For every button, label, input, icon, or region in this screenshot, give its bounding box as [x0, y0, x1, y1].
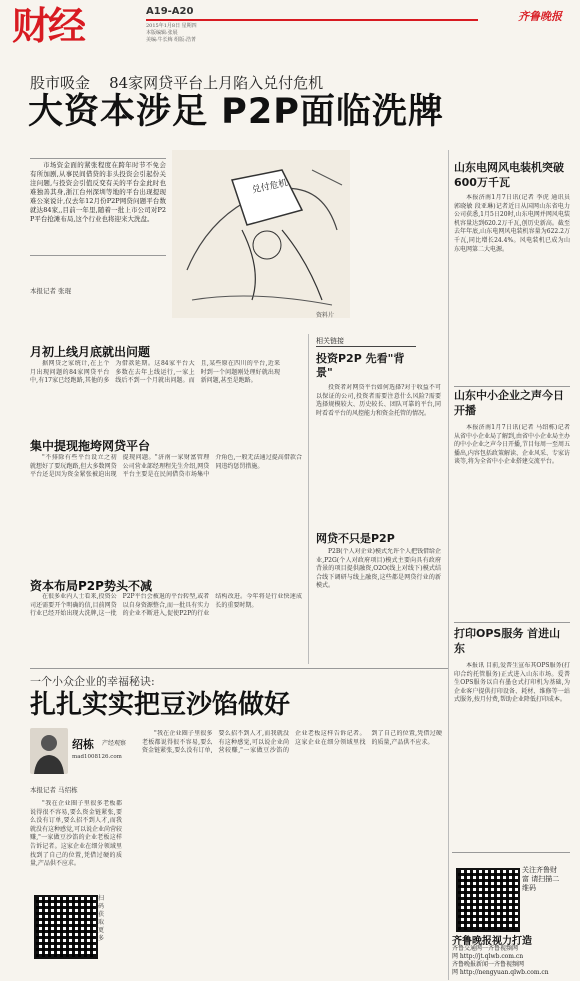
- lead-reporter: 本报记者 张琨: [30, 287, 72, 295]
- section-heading-3: 资本布局P2P势头不减: [30, 579, 152, 593]
- cartoon-illustration: [172, 150, 350, 318]
- intro-box: [30, 158, 166, 256]
- lead-kicker: 股市吸金 84家网贷平台上月陷入兑付危机: [30, 74, 324, 92]
- newspaper-logo: 齐鲁晚报: [518, 10, 562, 23]
- right-body-1: 本报济南1月7日讯(记者 李虎 通讯员 郭晓敏 段亚琳)记者近日从国网山东省电力公司获悉,1月5日20时,山东电网并网风电装机容量达到620.2万千瓦,创历史新高。截至去年年底,山东电网风电装机容量为622.2万千瓦,同比增长24.4%。风电装机已成为山东电网第二大电源。: [454, 194, 570, 253]
- masthead-rule: [146, 19, 478, 21]
- section-body-2: "不排除有些平台设立之初就想好了要玩跑路,但大多数网贷平台还是因为资金紧张被迫出现提现问题。"济南一家财富管理公司营业部经理程先生介绍,网贷平台主要是在民间借贷市场集中介角色,一般无法通过提高借款合同违约惩罚措施。: [30, 454, 302, 479]
- right-rule-1: [454, 386, 570, 387]
- section-heading-1: 月初上线月底就出问题: [30, 345, 151, 359]
- section-heading-2: 集中提现拖垮网贷平台: [30, 439, 151, 453]
- masthead-meta: [146, 23, 197, 44]
- sidebar-label: 相关链接: [316, 336, 416, 347]
- editor-line: 本版编辑:张展: [146, 30, 178, 36]
- lead-headline: 大资本涉足 P2P面临洗牌: [28, 92, 444, 132]
- right-headline-1: 山东电网风电装机突破600万千瓦: [454, 161, 564, 189]
- design-line: 美编:牛长梅 组版:浩菁: [146, 37, 196, 43]
- page-range: A19-A20: [146, 6, 194, 17]
- bottom-kicker: 一个小众企业的幸福秘诀:: [30, 675, 155, 688]
- photo-credit: 资料片: [316, 312, 335, 319]
- bottom-headline: 扎扎实实把豆沙馅做好: [30, 690, 291, 720]
- promo-lines: [452, 945, 549, 977]
- sidebar-body-2: P2B(个人对企业)模式允许个人把钱借给企业,P2G(个人对政府项目)模式主要向具有政府背景的项目提供融资,O2O(线上对线下)模式结合线下调研与线上融资,这些都是网贷行业的新模式。: [316, 548, 441, 590]
- column-email: mad1008126.com: [72, 754, 122, 760]
- promo-line-3: 齐鲁晚报新闻一齐鲁视频网: [452, 961, 525, 968]
- person-icon: [30, 728, 68, 774]
- bottom-rule: [30, 668, 448, 669]
- column-divider: [308, 334, 309, 664]
- cartoon-svg: [172, 150, 350, 318]
- bottom-body-lead: "我在企业圈子里很多老板都说得很不容易,要么资金链紧张,要么没有订单,要么招不到人才,而我就没有这种感觉,可以说企业尚营较赚,"一家做豆沙馅的企业老板这样告诉记者。这家企业在细分领域里找到了自己的位置,凭借过硬的质量,产品供不应求。: [30, 800, 122, 868]
- section-body-3: 在很多业内人士看来,投资公司还需要开个明确的信,目前网贷行业已经开始出现大洗牌,这一批P2P平台会被退的平台转型,或者以自身资源整合,而一批具有实力的企业不断进入,促使P2P的行业结构改进。今年将是行业快速成长的重要时期。: [30, 593, 302, 618]
- promo-title: 齐鲁晚报视力打造: [452, 936, 532, 947]
- sidebar-headline-1: 投资P2P 先看"背景": [316, 352, 405, 379]
- section-body-1: 据网贷之家统计,在上个月出现问题的84家网贷平台中,有17家已经跑路,其他的多为借款延期。这84家平台大多数在去年上线运行,一家上线后不到一个月就出问题。而且,某些原在四川的平台,近来时到一个问题刚处理好就出现新问题,甚至是跑路。: [30, 360, 280, 385]
- right-headline-3: 打印OPS服务 首进山东: [454, 627, 561, 655]
- columnist-avatar: [30, 728, 68, 774]
- footer-rule: [452, 852, 570, 853]
- column-subtitle: 产经观察: [102, 740, 127, 747]
- right-body-2: 本报济南1月7日讯(记者 马绍栋)记者从省中小企业局了解到,由省中小企业局主办的中小企业之声今日开播,节目每周一至周五播出,内容包括政策解读、企业风采、专家访谈等,将为全省中小企业搭建交流平台。: [454, 424, 570, 466]
- qr-code-left[interactable]: [34, 895, 98, 959]
- qr-caption-right: 关注齐鲁财富 请扫描二维码: [522, 866, 560, 892]
- promo-line-1: 齐鲁交通网一齐鲁视频网: [452, 945, 519, 952]
- section-logo: 财经: [12, 4, 85, 48]
- sidebar-headline-2: 网贷不只是P2P: [316, 532, 395, 545]
- bottom-body-columns: "我在企业圈子里很多老板都说得很不容易,要么资金链紧张,要么没有订单,要么招不到人才,而我就没有这种感觉,可以说企业尚营较赚,"一家做豆沙馅的企业老板这样告诉记者。这家企业在细分领域里找到了自己的位置,凭借过硬的质量,产品供不应求。: [142, 730, 442, 755]
- columnist-card: [30, 728, 140, 778]
- right-body-3: 本报讯 目前,爱普生宣布其OPS服务(打印合约托管服务)正式进入山东市场。爱普生OPS服务以自有墨仓式打印机为基础,为企业客户提供打印设备、耗材、维修等一站式服务,按月付费,帮助企业降低打印成本。: [454, 662, 570, 704]
- intro-text: 市场资金面的紧张程度在跨年时节不免会有所加剧,从事民间借贷的非头投资会引起份关注问题,与投资会引值反变有关的平台金此时也难独善其身,浙江台州深圳等地的平台出现提现难公案说计,仅去年12月份P2P网贷问题平台数就达84家,,目前一年里,随着一批上市公司对P2P平台抢滩布局,这个行业也将迎来大洗盘。: [30, 161, 166, 223]
- promo-line-4[interactable]: 网 http://nengyuan.qlwb.com.cn: [452, 969, 549, 976]
- right-rule-2: [454, 622, 570, 623]
- right-column-divider: [448, 150, 449, 980]
- date-line: 2015年1月8日 星期四: [146, 23, 197, 29]
- bottom-reporter: 本报记者 马绍栋: [30, 786, 78, 794]
- sidebar-body-1: 投资者对网贷平台如何选择?对于收益不可以保证的公司,投资者需要注意什么风险?需要选择规模较大、历史较长、团队可靠的平台,同时看看平台的风控能力和资金托管的情况。: [316, 384, 441, 417]
- right-headline-2: 山东中小企业之声今日开播: [454, 389, 564, 417]
- qr-code-right[interactable]: [456, 868, 520, 932]
- qr-caption-left: 扫码获取更多: [98, 895, 105, 942]
- column-name: 绍栋: [72, 738, 94, 751]
- promo-line-2[interactable]: 网 http://jt.qlwb.com.cn: [452, 953, 524, 960]
- cartoon-caption: 兑付危机: [251, 178, 289, 196]
